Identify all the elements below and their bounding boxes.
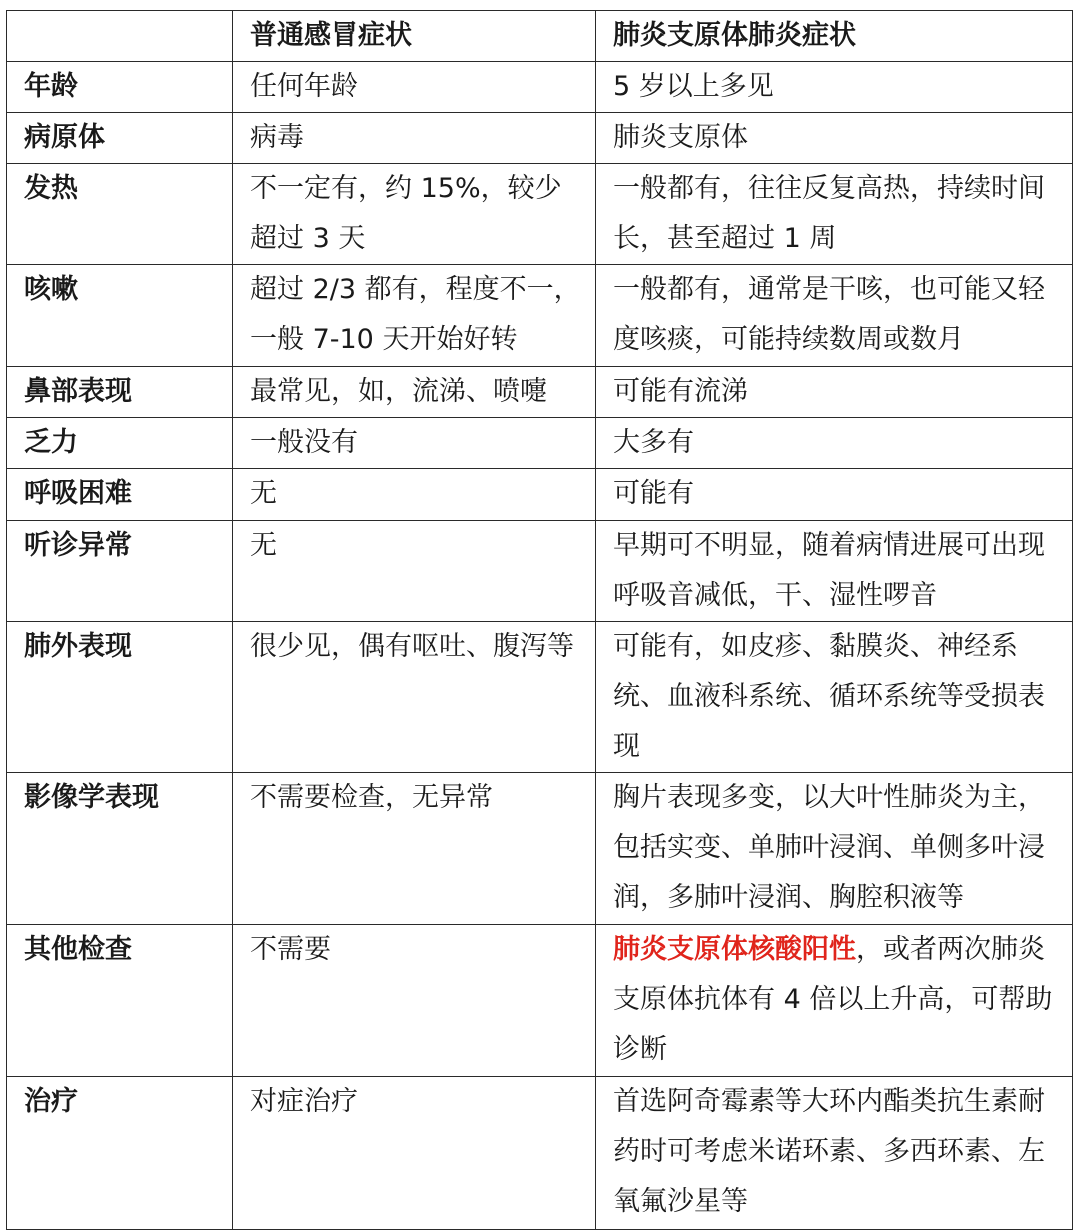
- table-row: [7, 1077, 1073, 1230]
- row-label: 治疗: [7, 1077, 233, 1230]
- row-label: 影像学表现: [7, 773, 233, 925]
- mp-cell: 一般都有，通常是干咳，也可能又轻度咳痰，可能持续数周或数月: [596, 265, 1073, 367]
- header-cell-empty: [7, 11, 233, 62]
- mp-highlight-text: 肺炎支原体核酸阳性: [613, 934, 856, 965]
- row-label: 病原体: [7, 113, 233, 164]
- cold-cell: 很少见，偶有呕吐、腹泻等: [233, 622, 596, 773]
- mp-cell: 可能有，如皮疹、黏膜炎、神经系统、血液科系统、循环系统等受损表现: [596, 622, 1073, 773]
- table-row: [7, 62, 1073, 113]
- cold-cell: 无: [233, 469, 596, 521]
- table-row: [7, 773, 1073, 925]
- row-label: 其他检查: [7, 925, 233, 1077]
- mp-cell: 胸片表现多变，以大叶性肺炎为主，包括实变、单肺叶浸润、单侧多叶浸润，多肺叶浸润、胸腔积液等: [596, 773, 1073, 925]
- cold-cell: 不一定有，约 15%，较少超过 3 天: [233, 164, 596, 265]
- table-row: [7, 521, 1073, 622]
- table-row: [7, 469, 1073, 521]
- mp-cell: [596, 925, 1073, 1077]
- table-row: [7, 113, 1073, 164]
- header-cell-mycoplasma: 肺炎支原体肺炎症状: [596, 11, 1073, 62]
- row-label: 肺外表现: [7, 622, 233, 773]
- mp-cell: 一般都有，往往反复高热，持续时间长，甚至超过 1 周: [596, 164, 1073, 265]
- cold-cell: 病毒: [233, 113, 596, 164]
- table-row: [7, 622, 1073, 773]
- cold-cell: 无: [233, 521, 596, 622]
- row-label: 听诊异常: [7, 521, 233, 622]
- header-cell-common-cold: 普通感冒症状: [233, 11, 596, 62]
- cold-cell: 一般没有: [233, 418, 596, 469]
- mp-cell: 可能有流涕: [596, 367, 1073, 418]
- table-header-row: [7, 11, 1073, 62]
- cold-cell: 最常见，如，流涕、喷嚏: [233, 367, 596, 418]
- cold-cell: 任何年龄: [233, 62, 596, 113]
- mp-cell: 5 岁以上多见: [596, 62, 1073, 113]
- table-row: [7, 164, 1073, 265]
- row-label: 乏力: [7, 418, 233, 469]
- mp-cell: 大多有: [596, 418, 1073, 469]
- mp-cell: 肺炎支原体: [596, 113, 1073, 164]
- row-label: 鼻部表现: [7, 367, 233, 418]
- table-row: [7, 265, 1073, 367]
- row-label: 年龄: [7, 62, 233, 113]
- cold-cell: 不需要: [233, 925, 596, 1077]
- mp-cell: 首选阿奇霉素等大环内酯类抗生素耐药时可考虑米诺环素、多西环素、左氧氟沙星等: [596, 1077, 1073, 1230]
- mp-cell: 可能有: [596, 469, 1073, 521]
- table-row: [7, 367, 1073, 418]
- row-label: 咳嗽: [7, 265, 233, 367]
- cold-cell: 不需要检查，无异常: [233, 773, 596, 925]
- row-label: 发热: [7, 164, 233, 265]
- cold-cell: 超过 2/3 都有，程度不一，一般 7-10 天开始好转: [233, 265, 596, 367]
- table-row: [7, 925, 1073, 1077]
- mp-rest-text: ，或者两次肺炎支原体抗体有 4 倍以上升高，可帮助诊断: [613, 934, 1053, 1065]
- table-row: [7, 418, 1073, 469]
- row-label: 呼吸困难: [7, 469, 233, 521]
- cold-cell: 对症治疗: [233, 1077, 596, 1230]
- mp-cell: 早期可不明显，随着病情进展可出现呼吸音减低，干、湿性啰音: [596, 521, 1073, 622]
- comparison-table: [6, 10, 1073, 1230]
